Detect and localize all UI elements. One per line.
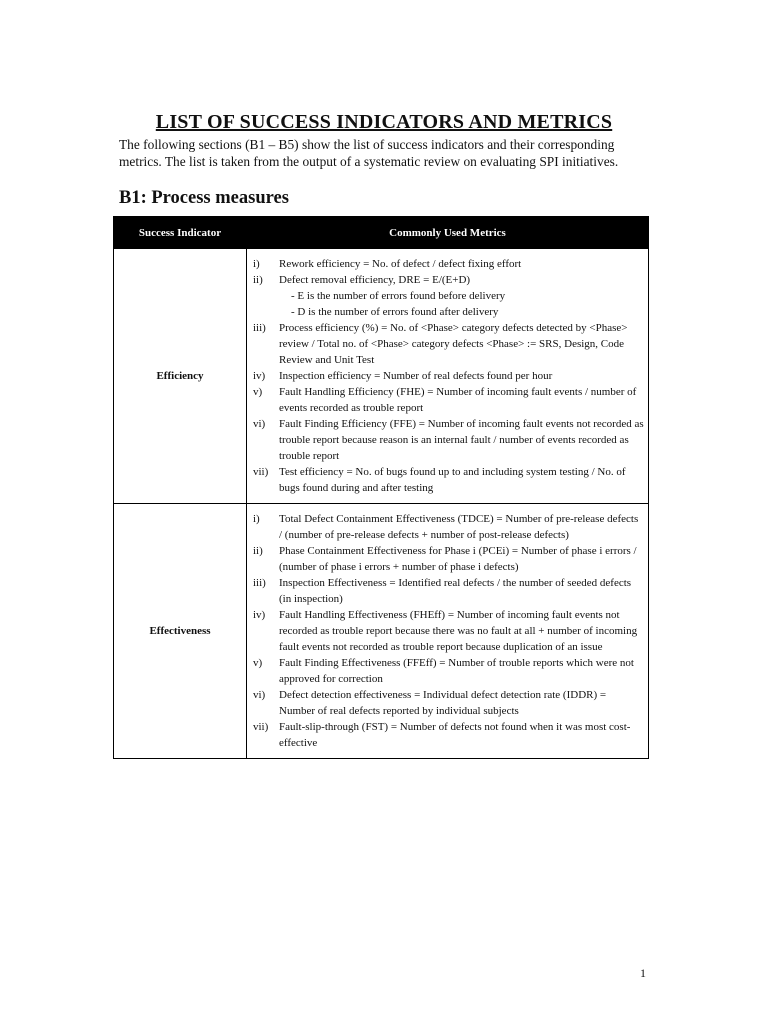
metric-numeral: i) <box>253 258 260 270</box>
metric-text: Test efficiency = No. of bugs found up to and including system testing / No. of bugs found during and after testing <box>279 466 626 494</box>
metric-text: Fault Finding Efficiency (FFE) = Number of incoming fault events not recorded as trouble report because reason is an internal fault / number of events recorded as trouble report <box>279 418 644 462</box>
metric-text: Fault Handling Effectiveness (FHEff) = Number of incoming fault events not recorded as trouble report because there was no fault at all + number of incoming fault events not recorded as trouble report because duplication of an issue <box>279 609 638 653</box>
metric-item <box>251 256 644 272</box>
header-commonly-used-metrics: Commonly Used Metrics <box>247 217 649 249</box>
metric-numeral: v) <box>253 657 263 669</box>
metric-numeral: vii) <box>253 466 269 478</box>
document-title: LIST OF SUCCESS INDICATORS AND METRICS <box>155 111 613 134</box>
metric-item <box>251 719 644 751</box>
metric-text: Fault Finding Effectiveness (FFEff) = Number of trouble reports which were not approved for correction <box>279 657 634 685</box>
metric-numeral: vi) <box>253 689 266 701</box>
metric-item <box>251 416 644 464</box>
metric-item <box>251 272 644 320</box>
section-heading: B1: Process measures <box>119 188 289 208</box>
metrics-cell-efficiency <box>247 249 649 504</box>
metric-text: Inspection efficiency = Number of real defects found per hour <box>279 370 553 382</box>
metric-list-efficiency <box>251 256 644 496</box>
metric-numeral: i) <box>253 513 260 525</box>
table-row-efficiency <box>114 249 649 504</box>
metric-item <box>251 607 644 655</box>
metric-numeral: iii) <box>253 577 266 589</box>
metric-text: Rework efficiency = No. of defect / defect fixing effort <box>279 258 522 270</box>
metrics-cell-effectiveness <box>247 504 649 759</box>
metric-text: Fault-slip-through (FST) = Number of defects not found when it was most cost-effective <box>279 721 631 749</box>
metrics-table <box>113 216 649 759</box>
metric-item <box>251 655 644 687</box>
header-success-indicator: Success Indicator <box>114 217 247 249</box>
metric-numeral: ii) <box>253 545 263 557</box>
metric-text: Inspection Effectiveness = Identified real defects / the number of seeded defects (in inspection) <box>279 577 632 605</box>
metric-numeral: iii) <box>253 322 266 334</box>
metric-item <box>251 464 644 496</box>
metric-item <box>251 384 644 416</box>
metric-text: Total Defect Containment Effectiveness (TDCE) = Number of pre-release defects / (number of pre-release defects + number of post-release defects) <box>279 513 639 541</box>
intro-paragraph: The following sections (B1 – B5) show the list of success indicators and their corresponding metrics. The list is taken from the output of a systematic review on evaluating SPI initiatives. <box>119 137 619 169</box>
metric-numeral: iv) <box>253 609 266 621</box>
metric-item <box>251 543 644 575</box>
metric-numeral: vii) <box>253 721 269 733</box>
metric-text: Process efficiency (%) = No. of <Phase> category defects detected by <Phase> review / Total no. of <Phase> category defects <Phase> := SRS, Design, Code Review and Unit Test <box>279 322 628 366</box>
page-number: 1 <box>640 966 646 980</box>
metric-item <box>251 511 644 543</box>
metric-item <box>251 687 644 719</box>
metric-text: Defect detection effectiveness = Individual defect detection rate (IDDR) = Number of real defects reported by individual subjects <box>279 689 607 717</box>
metric-text: Fault Handling Efficiency (FHE) = Number of incoming fault events / number of events recorded as trouble report <box>279 386 637 414</box>
metric-numeral: ii) <box>253 274 263 286</box>
indicator-efficiency: Efficiency <box>114 249 247 504</box>
metric-item <box>251 368 644 384</box>
table-row-effectiveness <box>114 504 649 759</box>
metric-list-effectiveness <box>251 511 644 751</box>
metric-numeral: iv) <box>253 370 266 382</box>
metric-sub-line: - D is the number of errors found after delivery <box>291 306 499 318</box>
indicator-effectiveness: Effectiveness <box>114 504 247 759</box>
metric-item <box>251 575 644 607</box>
metric-numeral: vi) <box>253 418 266 430</box>
table-header-row <box>114 217 649 249</box>
metric-sub-line: - E is the number of errors found before delivery <box>291 290 506 302</box>
metric-text: Defect removal efficiency, DRE = E/(E+D) <box>279 274 471 286</box>
metric-text: Phase Containment Effectiveness for Phase i (PCEi) = Number of phase i errors / (number of phase i errors + number of phase i defects) <box>279 545 637 573</box>
metric-item <box>251 320 644 368</box>
metric-numeral: v) <box>253 386 263 398</box>
